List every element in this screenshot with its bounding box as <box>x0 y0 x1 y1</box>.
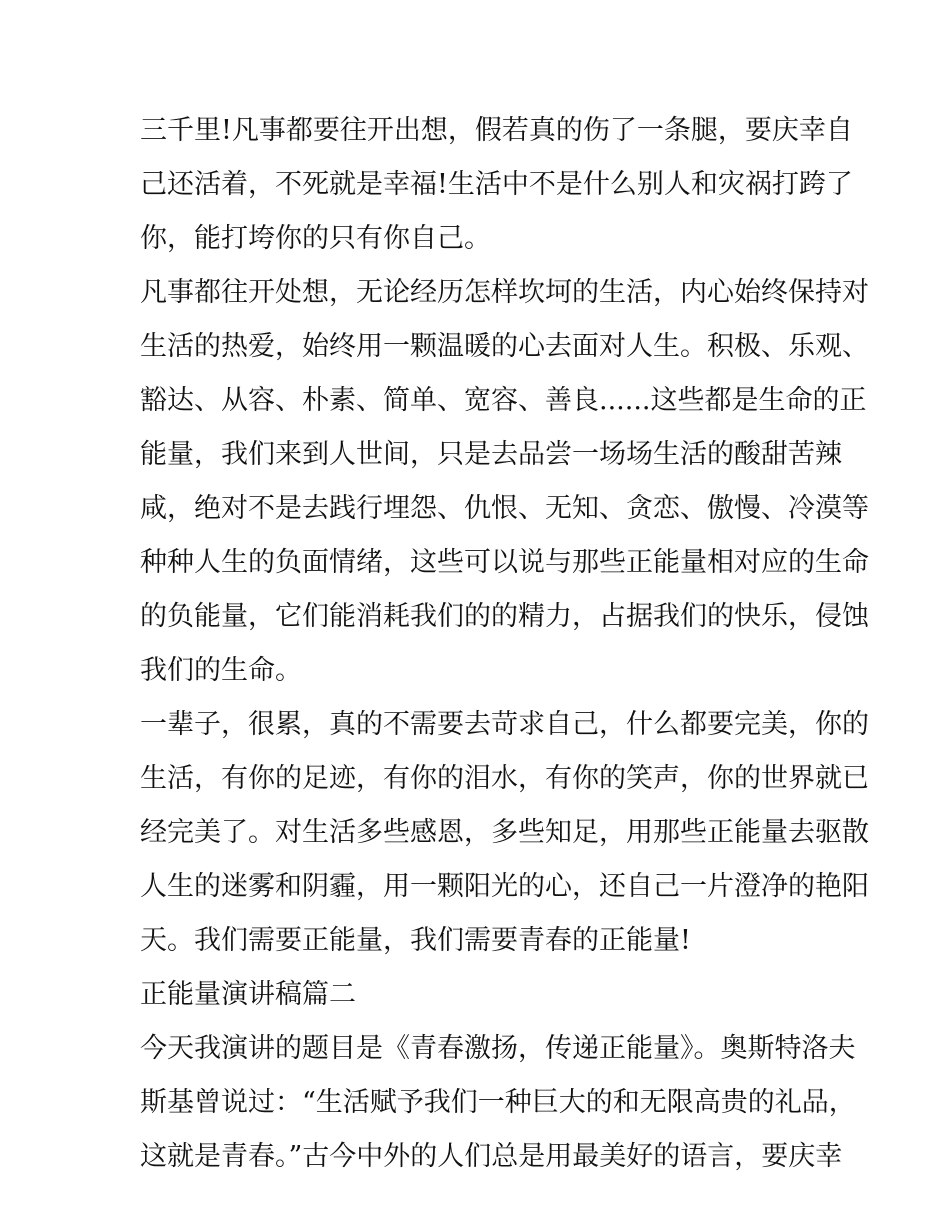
text-line: 咸，绝对不是去践行埋怨、仇恨、无知、贪恋、傲慢、冷漠等 <box>140 493 869 524</box>
text-line: 凡事都往开处想，无论经历怎样坎坷的生活，内心始终保持对 <box>140 277 869 308</box>
text-line: 种种人生的负面情绪，这些可以说与那些正能量相对应的生命 <box>140 547 869 578</box>
text-line: 天。我们需要正能量，我们需要青春的正能量! <box>140 925 691 956</box>
text-line: 这就是青春。”古今中外的人们总是用最美好的语言，要庆幸 <box>140 1141 843 1172</box>
text-line: 经完美了。对生活多些感恩，多些知足，用那些正能量去驱散 <box>140 817 869 848</box>
text-line: 己还活着，不死就是幸福!生活中不是什么别人和灾祸打跨了 <box>140 169 853 200</box>
text-line: 一辈子，很累，真的不需要去苛求自己，什么都要完美，你的 <box>140 709 869 740</box>
text-line: 生活的热爱，始终用一颗温暖的心去面对人生。积极、乐观、 <box>140 331 869 362</box>
text-line: 豁达、从容、朴素、简单、宽容、善良......这些都是生命的正 <box>140 385 867 416</box>
text-line: 今天我演讲的题目是《青春激扬，传递正能量》。奥斯特洛夫 <box>140 1033 856 1064</box>
text-line: 你，能打垮你的只有你自己。 <box>140 223 491 254</box>
document-body <box>140 104 869 1184</box>
text-line: 生活，有你的足迹，有你的泪水，有你的笑声，你的世界就已 <box>140 763 869 794</box>
text-line: 的负能量，它们能消耗我们的的精力，占据我们的快乐，侵蚀 <box>140 601 869 632</box>
text-line: 三千里!凡事都要往开出想，假若真的伤了一条腿，要庆幸自 <box>140 115 853 146</box>
section-heading: 正能量演讲稿篇二 <box>140 979 356 1010</box>
text-line: 斯基曾说过：“生活赋予我们一种巨大的和无限高贵的礼品， <box>140 1087 856 1118</box>
text-line: 人生的迷雾和阴霾，用一颗阳光的心，还自己一片澄净的艳阳 <box>140 871 869 902</box>
text-line: 能量，我们来到人世间，只是去品尝一场场生活的酸甜苦辣 <box>140 439 842 470</box>
text-line: 我们的生命。 <box>140 655 302 686</box>
